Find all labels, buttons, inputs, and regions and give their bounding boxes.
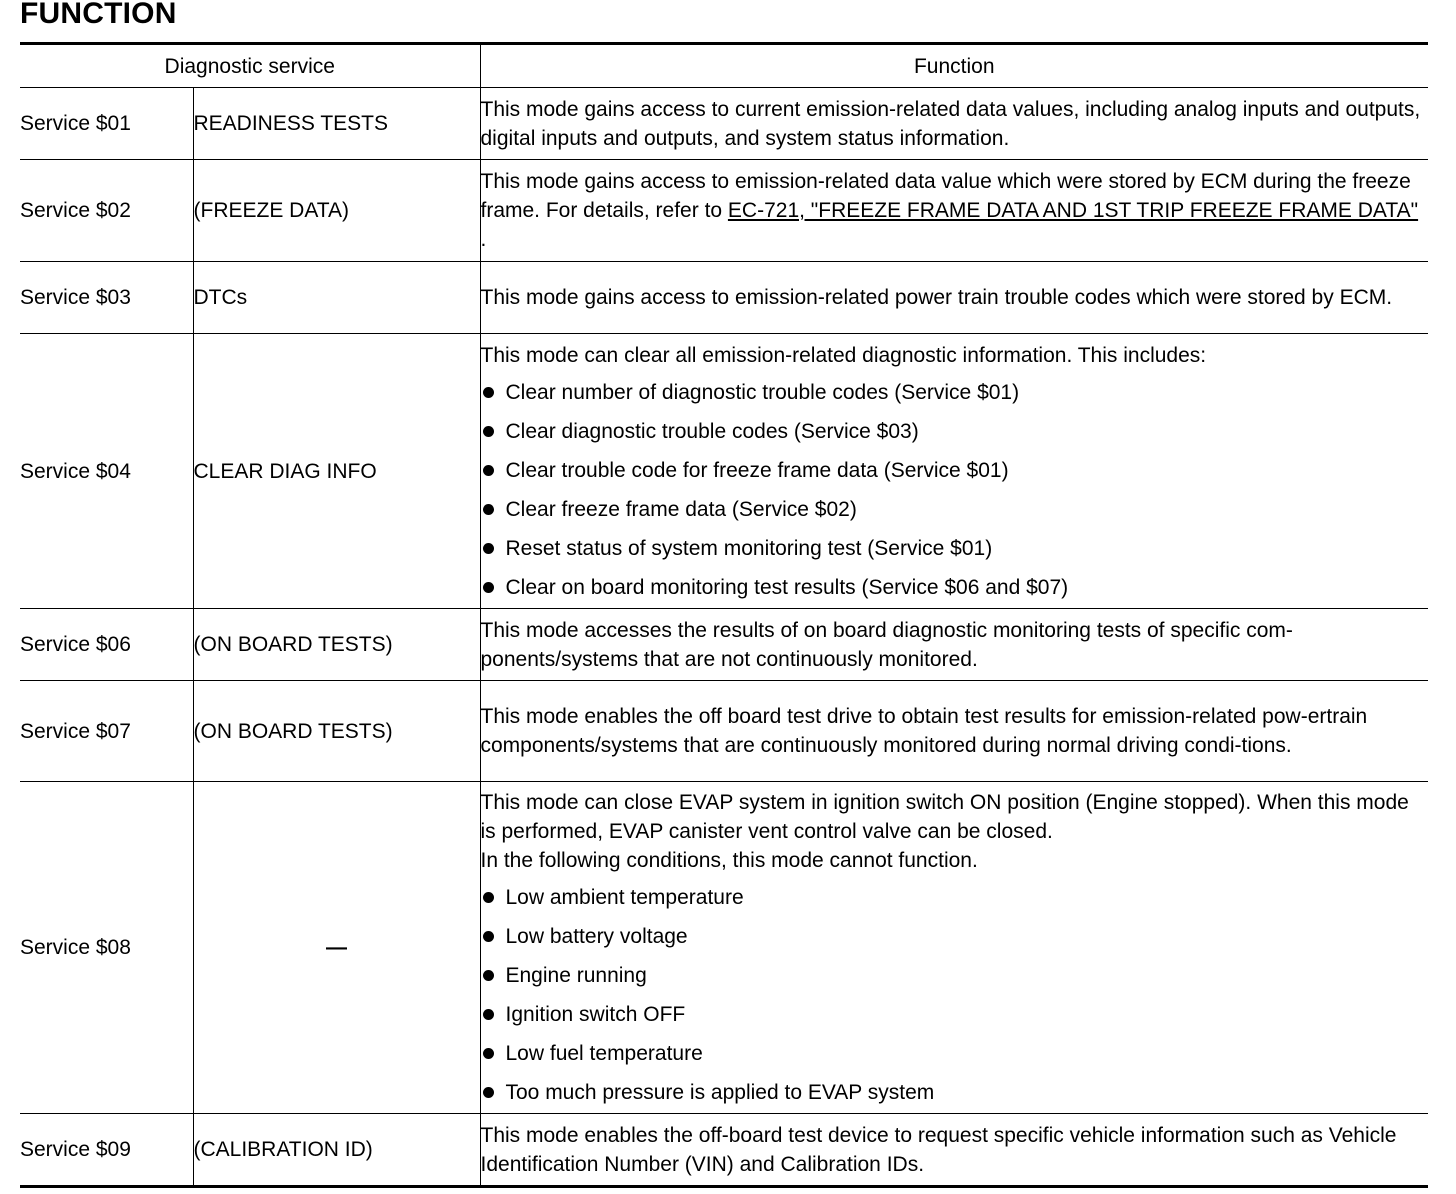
function-table xyxy=(20,42,1428,1188)
service-name: READINESS TESTS xyxy=(193,88,480,160)
bullet-icon xyxy=(483,543,494,554)
bullet-icon xyxy=(483,426,494,437)
bullet-icon xyxy=(483,582,494,593)
service-code: Service $07 xyxy=(20,681,193,782)
table-row xyxy=(20,681,1428,782)
service-code: Service $03 xyxy=(20,262,193,334)
table-row xyxy=(20,262,1428,334)
description-text-2: In the following conditions, this mode cannot function. xyxy=(480,849,978,872)
function-description xyxy=(480,609,1428,681)
description-text: This mode gains access to emission-related power train trouble codes which were stored by ECM. xyxy=(480,286,1393,309)
bullet-list xyxy=(481,378,1429,602)
description-text-pre: This mode gains access to emission-related data value which were stored by ECM during the freeze frame. For details, refer to xyxy=(480,170,1411,222)
function-description xyxy=(480,160,1428,262)
description-text: This mode accesses the results of on board diagnostic monitoring tests of specific com-ponents/systems that are not continuously monitored. xyxy=(480,618,1293,671)
bullet-icon xyxy=(483,970,494,981)
list-item xyxy=(481,883,1429,912)
bullet-icon xyxy=(483,465,494,476)
service-name: (FREEZE DATA) xyxy=(193,160,480,262)
function-description xyxy=(480,681,1428,782)
description-text: This mode can clear all emission-related diagnostic information. This includes: xyxy=(480,343,1207,367)
table-row xyxy=(20,334,1428,609)
function-description xyxy=(480,782,1428,1114)
list-item-text: Ignition switch OFF xyxy=(505,1003,686,1026)
bullet-icon xyxy=(483,1048,494,1059)
service-code: Service $09 xyxy=(20,1114,193,1187)
bullet-icon xyxy=(483,892,494,903)
table-row xyxy=(20,160,1428,262)
description-text: This mode can close EVAP system in ignition switch ON position (Engine stopped). When this mode is performed, EVAP canister vent control valve can be closed. xyxy=(480,791,1409,843)
page-title: FUNCTION xyxy=(20,0,177,30)
service-code: Service $01 xyxy=(20,88,193,160)
list-item xyxy=(481,456,1429,485)
description-text: This mode enables the off board test drive to obtain test results for emission-related pow-ertrain components/systems that are continuously monitored during normal driving condi-tions. xyxy=(480,705,1368,757)
list-item xyxy=(481,961,1429,990)
service-name: (CALIBRATION ID) xyxy=(193,1114,480,1187)
description-text: This mode enables the off-board test device to request specific vehicle information such as Vehicle Identification Number (VIN) and Calibration IDs. xyxy=(480,1123,1397,1176)
list-item xyxy=(481,417,1429,446)
list-item xyxy=(481,1000,1429,1029)
list-item-text: Engine running xyxy=(505,964,647,987)
table-header-row xyxy=(20,44,1428,88)
list-item-text: Clear diagnostic trouble codes (Service $03) xyxy=(505,419,919,443)
service-name: — xyxy=(193,782,480,1114)
list-item xyxy=(481,1078,1429,1107)
header-diagnostic-service: Diagnostic service xyxy=(20,44,480,88)
bullet-icon xyxy=(483,504,494,515)
description-text-post: . xyxy=(480,228,487,251)
function-description xyxy=(480,88,1428,160)
function-description xyxy=(480,1114,1428,1187)
service-code: Service $06 xyxy=(20,609,193,681)
bullet-icon xyxy=(483,1009,494,1020)
list-item xyxy=(481,573,1429,602)
list-item-text: Clear trouble code for freeze frame data (Service $01) xyxy=(505,458,1009,482)
table-row xyxy=(20,609,1428,681)
service-name: (ON BOARD TESTS) xyxy=(193,609,480,681)
bullet-icon xyxy=(483,1087,494,1098)
function-description xyxy=(480,334,1428,609)
description-text xyxy=(481,167,1429,254)
list-item-text: Clear number of diagnostic trouble codes (Service $01) xyxy=(505,380,1020,404)
bullet-icon xyxy=(483,931,494,942)
service-code: Service $08 xyxy=(20,782,193,1114)
bullet-icon xyxy=(483,387,494,398)
service-name: CLEAR DIAG INFO xyxy=(193,334,480,609)
header-function: Function xyxy=(480,44,1428,88)
service-code: Service $04 xyxy=(20,334,193,609)
list-item-text: Reset status of system monitoring test (Service $01) xyxy=(505,536,993,560)
list-item-text: Clear on board monitoring test results (Service $06 and $07) xyxy=(505,575,1069,599)
list-item-text: Too much pressure is applied to EVAP system xyxy=(505,1081,935,1104)
description-text: This mode gains access to current emission-related data values, including analog inputs and outputs, digital inputs and outputs, and system status information. xyxy=(480,97,1421,150)
list-item-text: Low ambient temperature xyxy=(505,886,744,909)
bullet-list xyxy=(481,883,1429,1107)
service-name: DTCs xyxy=(193,262,480,334)
table-row xyxy=(20,782,1428,1114)
list-item xyxy=(481,378,1429,407)
list-item xyxy=(481,534,1429,563)
list-item xyxy=(481,922,1429,951)
service-name: (ON BOARD TESTS) xyxy=(193,681,480,782)
table-row xyxy=(20,88,1428,160)
reference-link[interactable]: EC-721, "FREEZE FRAME DATA AND 1ST TRIP FREEZE FRAME DATA" xyxy=(727,199,1419,222)
function-description xyxy=(480,262,1428,334)
list-item-text: Low fuel temperature xyxy=(505,1042,703,1065)
table-row xyxy=(20,1114,1428,1187)
list-item-text: Low battery voltage xyxy=(505,925,688,948)
service-code: Service $02 xyxy=(20,160,193,262)
list-item-text: Clear freeze frame data (Service $02) xyxy=(505,497,857,521)
list-item xyxy=(481,1039,1429,1068)
list-item xyxy=(481,495,1429,524)
